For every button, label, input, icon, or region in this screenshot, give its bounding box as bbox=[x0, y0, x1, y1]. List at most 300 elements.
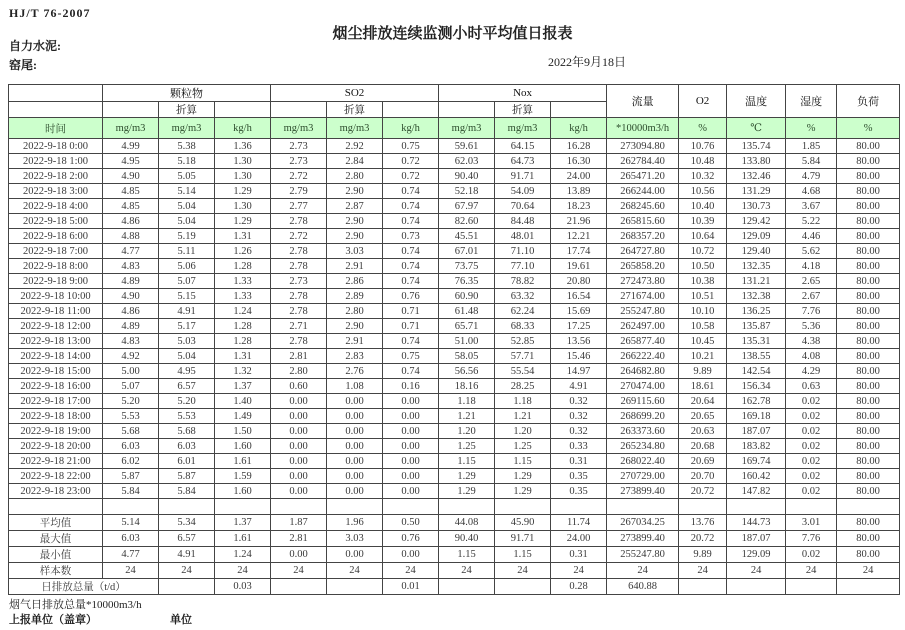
value-cell: 1.96 bbox=[327, 515, 383, 531]
value-cell: 20.64 bbox=[679, 394, 727, 409]
value-cell: 80.00 bbox=[837, 244, 900, 259]
value-cell: 4.08 bbox=[786, 349, 837, 364]
value-cell: 18.61 bbox=[679, 379, 727, 394]
unit-cell: mg/m3 bbox=[495, 118, 551, 139]
table-row bbox=[9, 499, 900, 515]
value-cell: 0.72 bbox=[383, 169, 439, 184]
value-cell: 1.29 bbox=[215, 214, 271, 229]
table-row bbox=[9, 274, 900, 289]
value-cell: 2.76 bbox=[327, 364, 383, 379]
value-cell: 0.00 bbox=[271, 424, 327, 439]
value-cell: 80.00 bbox=[837, 424, 900, 439]
value-cell bbox=[439, 579, 495, 595]
value-cell: 2.81 bbox=[271, 531, 327, 547]
value-cell: 4.92 bbox=[103, 349, 159, 364]
unit-cell: kg/h bbox=[551, 118, 607, 139]
value-cell: 2.90 bbox=[327, 184, 383, 199]
value-cell: 4.95 bbox=[159, 364, 215, 379]
empty-cell bbox=[439, 499, 495, 515]
value-cell: 0.00 bbox=[327, 454, 383, 469]
value-cell: 11.74 bbox=[551, 515, 607, 531]
time-cell: 2022-9-18 7:00 bbox=[9, 244, 103, 259]
value-cell: 0.02 bbox=[786, 439, 837, 454]
value-cell: 5.87 bbox=[159, 469, 215, 484]
value-cell: 6.57 bbox=[159, 531, 215, 547]
value-cell: 4.85 bbox=[103, 199, 159, 214]
value-cell: 55.54 bbox=[495, 364, 551, 379]
table-row bbox=[9, 289, 900, 304]
value-cell: 1.15 bbox=[439, 547, 495, 563]
value-cell: 80.00 bbox=[837, 531, 900, 547]
value-cell: 10.76 bbox=[679, 139, 727, 154]
value-cell: 135.31 bbox=[727, 334, 786, 349]
empty-cell bbox=[327, 499, 383, 515]
value-cell: 24 bbox=[607, 563, 679, 579]
value-cell: 1.28 bbox=[215, 259, 271, 274]
value-cell: 1.36 bbox=[215, 139, 271, 154]
value-cell: 1.50 bbox=[215, 424, 271, 439]
value-cell: 0.74 bbox=[383, 244, 439, 259]
table-row bbox=[9, 319, 900, 334]
value-cell: 138.55 bbox=[727, 349, 786, 364]
table-row bbox=[9, 484, 900, 499]
value-cell: 5.20 bbox=[103, 394, 159, 409]
group-humidity: 湿度 bbox=[786, 85, 837, 118]
value-cell: 1.32 bbox=[215, 364, 271, 379]
time-cell: 2022-9-18 5:00 bbox=[9, 214, 103, 229]
value-cell: 255247.80 bbox=[607, 547, 679, 563]
value-cell: 80.00 bbox=[837, 199, 900, 214]
time-cell: 2022-9-18 3:00 bbox=[9, 184, 103, 199]
empty-cell bbox=[607, 499, 679, 515]
unit-cell: mg/m3 bbox=[439, 118, 495, 139]
unit-cell: ℃ bbox=[727, 118, 786, 139]
time-cell: 2022-9-18 19:00 bbox=[9, 424, 103, 439]
value-cell: 3.03 bbox=[327, 244, 383, 259]
value-cell: 5.53 bbox=[103, 409, 159, 424]
group-so2: SO2 bbox=[271, 85, 439, 102]
value-cell: 13.56 bbox=[551, 334, 607, 349]
value-cell: 4.77 bbox=[103, 244, 159, 259]
value-cell: 264727.80 bbox=[607, 244, 679, 259]
value-cell: 4.46 bbox=[786, 229, 837, 244]
time-cell: 2022-9-18 13:00 bbox=[9, 334, 103, 349]
value-cell: 1.30 bbox=[215, 169, 271, 184]
value-cell: 18.23 bbox=[551, 199, 607, 214]
value-cell: 5.04 bbox=[159, 349, 215, 364]
value-cell: 5.15 bbox=[159, 289, 215, 304]
value-cell: 3.67 bbox=[786, 199, 837, 214]
header-units-row bbox=[9, 118, 900, 139]
value-cell: 0.00 bbox=[383, 469, 439, 484]
value-cell: 4.91 bbox=[551, 379, 607, 394]
value-cell: 82.60 bbox=[439, 214, 495, 229]
value-cell: 5.22 bbox=[786, 214, 837, 229]
empty-cell bbox=[727, 499, 786, 515]
value-cell: 2.89 bbox=[327, 289, 383, 304]
value-cell: 0.35 bbox=[551, 469, 607, 484]
time-cell: 2022-9-18 12:00 bbox=[9, 319, 103, 334]
summary-label-cell: 最大值 bbox=[9, 531, 103, 547]
value-cell: 21.96 bbox=[551, 214, 607, 229]
value-cell: 135.87 bbox=[727, 319, 786, 334]
value-cell: 160.42 bbox=[727, 469, 786, 484]
empty-cell bbox=[786, 499, 837, 515]
value-cell: 162.78 bbox=[727, 394, 786, 409]
value-cell: 4.38 bbox=[786, 334, 837, 349]
value-cell: 2.78 bbox=[271, 244, 327, 259]
value-cell: 132.35 bbox=[727, 259, 786, 274]
value-cell: 4.79 bbox=[786, 169, 837, 184]
value-cell: 58.05 bbox=[439, 349, 495, 364]
value-cell: 70.64 bbox=[495, 199, 551, 214]
value-cell: 0.02 bbox=[786, 454, 837, 469]
value-cell: 5.06 bbox=[159, 259, 215, 274]
value-cell: 10.39 bbox=[679, 214, 727, 229]
unit-cell: mg/m3 bbox=[159, 118, 215, 139]
value-cell: 80.00 bbox=[837, 304, 900, 319]
value-cell: 1.29 bbox=[495, 469, 551, 484]
value-cell: 1.49 bbox=[215, 409, 271, 424]
value-cell: 0.00 bbox=[383, 394, 439, 409]
value-cell: 0.74 bbox=[383, 334, 439, 349]
value-cell: 268357.20 bbox=[607, 229, 679, 244]
value-cell: 0.00 bbox=[327, 469, 383, 484]
value-cell: 3.03 bbox=[327, 531, 383, 547]
value-cell: 0.00 bbox=[271, 439, 327, 454]
value-cell: 2.65 bbox=[786, 274, 837, 289]
value-cell: 24 bbox=[439, 563, 495, 579]
value-cell: 0.50 bbox=[383, 515, 439, 531]
value-cell: 10.50 bbox=[679, 259, 727, 274]
value-cell: 1.15 bbox=[439, 454, 495, 469]
value-cell: 5.17 bbox=[159, 319, 215, 334]
value-cell: 2.87 bbox=[327, 199, 383, 214]
value-cell: 24 bbox=[215, 563, 271, 579]
value-cell: 10.32 bbox=[679, 169, 727, 184]
value-cell: 1.31 bbox=[215, 349, 271, 364]
value-cell: 0.74 bbox=[383, 259, 439, 274]
value-cell: 4.29 bbox=[786, 364, 837, 379]
value-cell: 4.91 bbox=[159, 547, 215, 563]
value-cell: 4.89 bbox=[103, 319, 159, 334]
value-cell: 2.90 bbox=[327, 319, 383, 334]
table-row bbox=[9, 364, 900, 379]
header-group-row bbox=[9, 85, 900, 102]
value-cell: 5.84 bbox=[103, 484, 159, 499]
empty-cell bbox=[9, 499, 103, 515]
value-cell: 5.14 bbox=[159, 184, 215, 199]
value-cell: 7.76 bbox=[786, 531, 837, 547]
value-cell: 5.20 bbox=[159, 394, 215, 409]
value-cell: 2.73 bbox=[271, 154, 327, 169]
value-cell: 0.60 bbox=[271, 379, 327, 394]
value-cell bbox=[495, 579, 551, 595]
value-cell: 0.02 bbox=[786, 394, 837, 409]
value-cell: 71.10 bbox=[495, 244, 551, 259]
value-cell: 0.75 bbox=[383, 349, 439, 364]
value-cell: 80.00 bbox=[837, 364, 900, 379]
unit-cell: *10000m3/h bbox=[607, 118, 679, 139]
value-cell: 65.71 bbox=[439, 319, 495, 334]
empty-cell bbox=[837, 499, 900, 515]
value-cell: 267034.25 bbox=[607, 515, 679, 531]
value-cell: 156.34 bbox=[727, 379, 786, 394]
value-cell: 0.74 bbox=[383, 184, 439, 199]
value-cell: 10.72 bbox=[679, 244, 727, 259]
table-row bbox=[9, 394, 900, 409]
value-cell: 0.74 bbox=[383, 364, 439, 379]
table-row bbox=[9, 424, 900, 439]
time-cell: 2022-9-18 4:00 bbox=[9, 199, 103, 214]
value-cell: 24 bbox=[551, 563, 607, 579]
value-cell: 265234.80 bbox=[607, 439, 679, 454]
value-cell: 0.71 bbox=[383, 319, 439, 334]
value-cell: 265815.60 bbox=[607, 214, 679, 229]
daily-total-label-cell: 日排放总量（t/d） bbox=[9, 579, 159, 595]
value-cell: 48.01 bbox=[495, 229, 551, 244]
value-cell: 52.18 bbox=[439, 184, 495, 199]
empty-cell bbox=[103, 499, 159, 515]
time-cell: 2022-9-18 11:00 bbox=[9, 304, 103, 319]
value-cell: 270474.00 bbox=[607, 379, 679, 394]
value-cell: 0.74 bbox=[383, 199, 439, 214]
value-cell: 63.32 bbox=[495, 289, 551, 304]
value-cell: 0.00 bbox=[383, 439, 439, 454]
value-cell: 2.78 bbox=[271, 214, 327, 229]
value-cell: 4.18 bbox=[786, 259, 837, 274]
value-cell: 1.20 bbox=[439, 424, 495, 439]
value-cell: 80.00 bbox=[837, 409, 900, 424]
flue-gas-total-note: 烟气日排放总量*10000m3/h bbox=[9, 599, 142, 611]
time-header: 时间 bbox=[9, 118, 103, 139]
value-cell: 80.00 bbox=[837, 439, 900, 454]
value-cell: 1.33 bbox=[215, 289, 271, 304]
value-cell: 0.01 bbox=[383, 579, 439, 595]
value-cell: 20.63 bbox=[679, 424, 727, 439]
value-cell: 80.00 bbox=[837, 154, 900, 169]
value-cell: 2.71 bbox=[271, 319, 327, 334]
value-cell: 1.08 bbox=[327, 379, 383, 394]
value-cell: 17.25 bbox=[551, 319, 607, 334]
value-cell: 91.71 bbox=[495, 531, 551, 547]
value-cell: 10.48 bbox=[679, 154, 727, 169]
value-cell: 129.40 bbox=[727, 244, 786, 259]
summary-label-cell: 平均值 bbox=[9, 515, 103, 531]
value-cell: 20.65 bbox=[679, 409, 727, 424]
value-cell: 2.90 bbox=[327, 229, 383, 244]
value-cell: 0.00 bbox=[383, 484, 439, 499]
group-nox: Nox bbox=[439, 85, 607, 102]
value-cell: 5.87 bbox=[103, 469, 159, 484]
value-cell: 1.26 bbox=[215, 244, 271, 259]
value-cell: 5.04 bbox=[159, 214, 215, 229]
value-cell: 1.20 bbox=[495, 424, 551, 439]
value-cell bbox=[159, 579, 215, 595]
value-cell: 0.74 bbox=[383, 274, 439, 289]
value-cell: 20.72 bbox=[679, 531, 727, 547]
value-cell: 28.25 bbox=[495, 379, 551, 394]
value-cell: 5.68 bbox=[103, 424, 159, 439]
value-cell: 0.32 bbox=[551, 409, 607, 424]
value-cell: 0.76 bbox=[383, 531, 439, 547]
value-cell: 13.89 bbox=[551, 184, 607, 199]
value-cell: 4.83 bbox=[103, 259, 159, 274]
value-cell: 24.00 bbox=[551, 169, 607, 184]
summary-label-cell: 样本数 bbox=[9, 563, 103, 579]
value-cell: 132.38 bbox=[727, 289, 786, 304]
value-cell: 80.00 bbox=[837, 229, 900, 244]
value-cell: 51.00 bbox=[439, 334, 495, 349]
value-cell: 0.31 bbox=[551, 547, 607, 563]
unit-cell: mg/m3 bbox=[271, 118, 327, 139]
value-cell: 1.60 bbox=[215, 484, 271, 499]
value-cell: 13.76 bbox=[679, 515, 727, 531]
value-cell: 10.38 bbox=[679, 274, 727, 289]
value-cell: 1.33 bbox=[215, 274, 271, 289]
table-row bbox=[9, 244, 900, 259]
time-cell: 2022-9-18 9:00 bbox=[9, 274, 103, 289]
time-cell: 2022-9-18 20:00 bbox=[9, 439, 103, 454]
value-cell: 1.25 bbox=[495, 439, 551, 454]
value-cell: 0.75 bbox=[383, 139, 439, 154]
value-cell: 5.36 bbox=[786, 319, 837, 334]
value-cell: 0.00 bbox=[327, 424, 383, 439]
table-row bbox=[9, 304, 900, 319]
value-cell: 5.03 bbox=[159, 334, 215, 349]
value-cell: 80.00 bbox=[837, 184, 900, 199]
value-cell: 2.73 bbox=[271, 139, 327, 154]
value-cell: 78.82 bbox=[495, 274, 551, 289]
value-cell: 265877.40 bbox=[607, 334, 679, 349]
value-cell: 24 bbox=[383, 563, 439, 579]
value-cell: 2.72 bbox=[271, 229, 327, 244]
value-cell: 5.53 bbox=[159, 409, 215, 424]
value-cell: 0.00 bbox=[327, 547, 383, 563]
value-cell: 20.80 bbox=[551, 274, 607, 289]
value-cell: 269115.60 bbox=[607, 394, 679, 409]
value-cell: 5.68 bbox=[159, 424, 215, 439]
standard-code: HJ/T 76-2007 bbox=[9, 6, 91, 20]
value-cell: 1.15 bbox=[495, 454, 551, 469]
value-cell: 16.54 bbox=[551, 289, 607, 304]
value-cell: 1.18 bbox=[439, 394, 495, 409]
time-cell: 2022-9-18 17:00 bbox=[9, 394, 103, 409]
time-cell: 2022-9-18 14:00 bbox=[9, 349, 103, 364]
value-cell: 90.40 bbox=[439, 169, 495, 184]
value-cell: 273094.80 bbox=[607, 139, 679, 154]
unit-cell: mg/m3 bbox=[103, 118, 159, 139]
table-row bbox=[9, 214, 900, 229]
value-cell: 4.90 bbox=[103, 289, 159, 304]
value-cell: 264682.80 bbox=[607, 364, 679, 379]
value-cell: 640.88 bbox=[607, 579, 679, 595]
group-temperature: 温度 bbox=[727, 85, 786, 118]
value-cell: 80.00 bbox=[837, 319, 900, 334]
value-cell: 80.00 bbox=[837, 259, 900, 274]
value-cell bbox=[837, 579, 900, 595]
value-cell: 1.61 bbox=[215, 454, 271, 469]
value-cell bbox=[679, 579, 727, 595]
value-cell: 2.83 bbox=[327, 349, 383, 364]
value-cell: 1.30 bbox=[215, 199, 271, 214]
value-cell: 4.99 bbox=[103, 139, 159, 154]
time-cell: 2022-9-18 10:00 bbox=[9, 289, 103, 304]
value-cell: 2.77 bbox=[271, 199, 327, 214]
kiln-label: 窑尾: bbox=[9, 58, 37, 72]
value-cell: 0.00 bbox=[383, 547, 439, 563]
value-cell: 16.30 bbox=[551, 154, 607, 169]
value-cell: 135.74 bbox=[727, 139, 786, 154]
value-cell: 4.86 bbox=[103, 214, 159, 229]
value-cell: 24 bbox=[679, 563, 727, 579]
value-cell: 4.77 bbox=[103, 547, 159, 563]
value-cell: 0.76 bbox=[383, 289, 439, 304]
value-cell bbox=[271, 579, 327, 595]
value-cell: 266222.40 bbox=[607, 349, 679, 364]
value-cell: 80.00 bbox=[837, 469, 900, 484]
value-cell: 0.02 bbox=[786, 547, 837, 563]
table-row bbox=[9, 229, 900, 244]
value-cell: 1.37 bbox=[215, 379, 271, 394]
value-cell: 0.00 bbox=[271, 469, 327, 484]
value-cell: 187.07 bbox=[727, 531, 786, 547]
value-cell: 0.63 bbox=[786, 379, 837, 394]
value-cell: 24 bbox=[327, 563, 383, 579]
value-cell: 59.61 bbox=[439, 139, 495, 154]
value-cell: 1.24 bbox=[215, 304, 271, 319]
value-cell: 0.02 bbox=[786, 424, 837, 439]
company-label: 自力水泥: bbox=[9, 39, 61, 53]
value-cell: 1.15 bbox=[495, 547, 551, 563]
empty-cell bbox=[495, 499, 551, 515]
value-cell: 131.21 bbox=[727, 274, 786, 289]
unit-cell: kg/h bbox=[383, 118, 439, 139]
value-cell: 80.00 bbox=[837, 289, 900, 304]
value-cell: 60.90 bbox=[439, 289, 495, 304]
value-cell: 6.01 bbox=[159, 454, 215, 469]
value-cell: 6.03 bbox=[103, 439, 159, 454]
value-cell: 0.16 bbox=[383, 379, 439, 394]
value-cell: 5.04 bbox=[159, 199, 215, 214]
value-cell: 2.78 bbox=[271, 304, 327, 319]
time-cell: 2022-9-18 18:00 bbox=[9, 409, 103, 424]
value-cell: 1.28 bbox=[215, 334, 271, 349]
value-cell: 270729.00 bbox=[607, 469, 679, 484]
value-cell: 2.91 bbox=[327, 259, 383, 274]
value-cell: 268699.20 bbox=[607, 409, 679, 424]
value-cell: 67.97 bbox=[439, 199, 495, 214]
value-cell: 1.37 bbox=[215, 515, 271, 531]
unit-cell: kg/h bbox=[215, 118, 271, 139]
value-cell: 4.83 bbox=[103, 334, 159, 349]
time-cell: 2022-9-18 21:00 bbox=[9, 454, 103, 469]
time-cell: 2022-9-18 8:00 bbox=[9, 259, 103, 274]
empty-cell bbox=[383, 499, 439, 515]
value-cell: 169.18 bbox=[727, 409, 786, 424]
value-cell: 2.80 bbox=[271, 364, 327, 379]
value-cell: 52.85 bbox=[495, 334, 551, 349]
value-cell: 1.29 bbox=[215, 184, 271, 199]
value-cell: 20.68 bbox=[679, 439, 727, 454]
value-cell: 80.00 bbox=[837, 274, 900, 289]
so2-converted-label: 折算 bbox=[327, 102, 383, 118]
value-cell: 262497.00 bbox=[607, 319, 679, 334]
empty-cell bbox=[271, 499, 327, 515]
value-cell: 1.59 bbox=[215, 469, 271, 484]
value-cell: 80.00 bbox=[837, 454, 900, 469]
value-cell: 2.86 bbox=[327, 274, 383, 289]
